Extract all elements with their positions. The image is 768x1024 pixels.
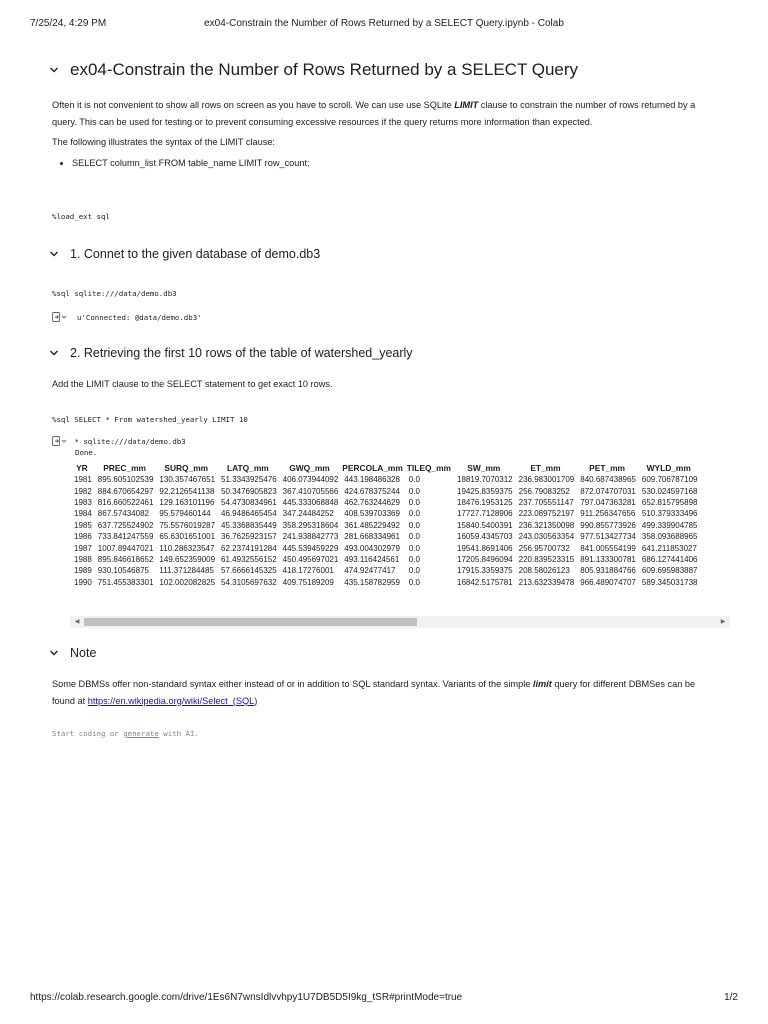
print-footer xyxy=(30,992,738,1008)
table-cell: 62.2374191284 xyxy=(221,543,277,553)
table-cell: 1982 xyxy=(74,486,92,496)
table-cell: 1983 xyxy=(74,497,92,507)
table-cell: 19541.8691406 xyxy=(457,543,513,553)
table-cell: 102.002082825 xyxy=(159,577,216,587)
table-cell: 409.75189209 xyxy=(282,577,334,587)
print-url: https://colab.research.google.com/drive/1Es6N7wnsIdlvvhpy1U7DB5D5I9kg_tSR#printMode=true xyxy=(30,992,463,1003)
table-cell: 1990 xyxy=(74,577,92,587)
table-cell: 1984 xyxy=(74,509,92,519)
table-cell: 0.0 xyxy=(408,497,420,507)
limit-keyword: limit xyxy=(532,679,552,689)
table-cell: 1986 xyxy=(74,532,92,542)
page-number: 1/2 xyxy=(724,992,738,1003)
table-cell: 0.0 xyxy=(408,486,420,496)
syntax-item: • SELECT column_list FROM table_name LIMIT row_count; xyxy=(72,155,712,172)
table-cell: 54.4730834961 xyxy=(221,497,277,507)
table-cell: 1989 xyxy=(74,566,92,576)
table-cell: 493.004302979 xyxy=(344,543,400,553)
table-cell: 895.605102539 xyxy=(97,475,154,485)
wikipedia-link[interactable]: https://en.wikipedia.org/wiki/Select_(SQL) xyxy=(87,695,258,706)
table-cell: 733.841247559 xyxy=(97,532,154,542)
table-cell: 208.58026123 xyxy=(518,566,570,576)
section-heading-main xyxy=(48,60,578,80)
table-cell: 51.3343925476 xyxy=(221,475,277,485)
table-body xyxy=(70,474,700,588)
table-header-row xyxy=(70,461,700,474)
section-heading-retrieve xyxy=(48,346,413,360)
table-cell: 236.983001709 xyxy=(518,475,575,485)
intro-markdown xyxy=(52,97,712,171)
table-cell: 129.163101196 xyxy=(159,497,215,507)
table-cell: 474.92477417 xyxy=(344,566,396,576)
table-cell: 17727.7128906 xyxy=(457,509,513,519)
table-cell: 652.815795898 xyxy=(641,497,698,507)
table-cell: 75.5576019287 xyxy=(159,520,216,530)
connect-output: u'Connected: @data/demo.db3' xyxy=(77,313,202,322)
table-cell: 424.678375244 xyxy=(344,486,400,496)
empty-code-cell[interactable]: Start coding or generate with AI. xyxy=(52,729,199,738)
table-cell: 1985 xyxy=(74,520,92,530)
table-row xyxy=(70,485,700,496)
table-cell: 16842.5175781 xyxy=(457,577,513,587)
scrollbar-thumb[interactable] xyxy=(84,618,417,626)
column-header: YR xyxy=(76,462,88,473)
table-cell: 1988 xyxy=(74,554,92,564)
note-markdown xyxy=(52,676,712,709)
table-cell: 45.3368835449 xyxy=(221,520,277,530)
table-cell: 0.0 xyxy=(408,543,420,553)
table-cell: 54.3105697632 xyxy=(221,577,277,587)
table-cell: 0.0 xyxy=(408,520,420,530)
column-header: PET_mm xyxy=(589,462,625,473)
code-cell-select[interactable]: %sql SELECT * From watershed_yearly LIMIT 10 xyxy=(52,415,248,424)
table-cell: 213.632339478 xyxy=(518,577,575,587)
column-header: PERCOLA_mm xyxy=(342,462,403,473)
column-header: TILEQ_mm xyxy=(406,462,452,473)
table-cell: 256.95700732 xyxy=(518,543,570,553)
section-heading-note xyxy=(48,646,96,660)
table-cell: 0.0 xyxy=(408,566,420,576)
table-cell: 220.839523315 xyxy=(518,554,575,564)
table-cell: 445.333068848 xyxy=(282,497,339,507)
table-cell: 18819.7070312 xyxy=(457,475,513,485)
generate-link[interactable]: generate xyxy=(123,729,159,738)
table-cell: 637.725524902 xyxy=(97,520,154,530)
table-cell: 884.670654297 xyxy=(97,486,154,496)
table-cell: 367.410705566 xyxy=(282,486,339,496)
table-cell: 50.3476905823 xyxy=(221,486,277,496)
table-cell: 841.005554199 xyxy=(580,543,636,553)
column-header: LATQ_mm xyxy=(226,462,269,473)
retrieve-markdown xyxy=(52,376,712,393)
table-row xyxy=(70,474,700,485)
column-header: WYLD_mm xyxy=(646,462,691,473)
select-output-done: Done. xyxy=(75,448,98,457)
table-row xyxy=(70,577,700,588)
table-cell: 57.6666145325 xyxy=(221,566,277,576)
chevron-down-icon[interactable] xyxy=(48,647,60,659)
table-cell: 589.345031738 xyxy=(641,577,698,587)
table-cell: 840.687438965 xyxy=(580,475,636,485)
table-cell: 111.371284485 xyxy=(159,566,214,576)
table-row xyxy=(70,520,700,531)
syntax-list xyxy=(52,155,712,172)
table-cell: 911.256347656 xyxy=(580,509,636,519)
table-cell: 930.10546875 xyxy=(97,566,149,576)
table-cell: 1987 xyxy=(74,543,92,553)
table-cell: 872.074707031 xyxy=(580,486,636,496)
table-cell: 358.295318604 xyxy=(282,520,339,530)
table-cell: 256.79083252 xyxy=(518,486,570,496)
table-cell: 46.9486465454 xyxy=(221,509,277,519)
table-cell: 0.0 xyxy=(408,532,420,542)
column-header: ET_mm xyxy=(530,462,561,473)
select-output-connection: * sqlite:///data/demo.db3 xyxy=(70,437,186,446)
chevron-down-icon[interactable] xyxy=(48,64,60,76)
table-cell: 18476.1953125 xyxy=(457,497,513,507)
notebook-title: ex04-Constrain the Number of Rows Returned by a SELECT Query xyxy=(70,60,579,79)
column-header: GWQ_mm xyxy=(289,462,330,473)
print-header xyxy=(30,18,738,34)
table-cell: 418.17276001 xyxy=(282,566,334,576)
table-cell: 223.089752197 xyxy=(518,509,575,519)
table-cell: 445.539459229 xyxy=(282,543,339,553)
table-cell: 92.2126541138 xyxy=(159,486,215,496)
table-cell: 406.073944092 xyxy=(282,475,339,485)
table-cell: 435.158782959 xyxy=(344,577,400,587)
table-cell: 149.652359009 xyxy=(159,554,216,564)
print-date: 7/25/24, 4:29 PM xyxy=(30,18,107,29)
scroll-right-icon[interactable]: ▶ xyxy=(720,619,726,625)
table-cell: 0.0 xyxy=(408,475,420,485)
table-cell: 493.116424561 xyxy=(344,554,400,564)
table-cell: 236.321350098 xyxy=(518,520,575,530)
table-cell: 462.763244629 xyxy=(344,497,400,507)
code-cell-connect[interactable]: %sql sqlite:///data/demo.db3 xyxy=(52,289,177,298)
intro-paragraph: Often it is not convenient to show all rows on screen as you have to scroll. We can use use SQLite LIMIT clause to constrain the number of rows returned by a query. This can be used for testing or to prevent consuming excessive resources if the query returns more information than expected. xyxy=(52,100,696,127)
table-cell: 241.938842773 xyxy=(282,532,339,542)
table-cell: 609.706787109 xyxy=(641,475,698,485)
table-row xyxy=(70,565,700,576)
table-cell: 895.846618652 xyxy=(97,554,154,564)
table-cell: 110.286323547 xyxy=(159,543,215,553)
table-cell: 15840.5400391 xyxy=(457,520,513,530)
results-table xyxy=(70,461,700,588)
table-cell: 990.855773926 xyxy=(580,520,636,530)
table-cell: 609.695983887 xyxy=(641,566,698,576)
table-row xyxy=(70,542,700,553)
table-cell: 0.0 xyxy=(408,554,420,564)
table-row xyxy=(70,531,700,542)
table-cell: 19425.8359375 xyxy=(457,486,513,496)
table-cell: 686.127441406 xyxy=(641,554,698,564)
output-arrow-icon[interactable] xyxy=(52,312,68,322)
table-cell: 0.0 xyxy=(408,577,420,587)
chevron-down-icon[interactable] xyxy=(48,347,60,359)
table-cell: 95.579460144 xyxy=(159,509,211,519)
chevron-down-icon[interactable] xyxy=(48,248,60,260)
table-row xyxy=(70,497,700,508)
table-cell: 443.198486328 xyxy=(344,475,400,485)
table-cell: 36.7625923157 xyxy=(221,532,277,542)
table-cell: 966.489074707 xyxy=(580,577,636,587)
table-cell: 977.513427734 xyxy=(580,532,636,542)
table-cell: 641.211853027 xyxy=(641,543,697,553)
results-table-container[interactable] xyxy=(70,458,732,613)
table-row xyxy=(70,508,700,519)
syntax-intro: The following illustrates the syntax of the LIMIT clause: xyxy=(52,137,275,147)
table-cell: 797.047363281 xyxy=(580,497,636,507)
table-cell: 243.030563354 xyxy=(518,532,575,542)
table-cell: 0.0 xyxy=(408,509,420,519)
section-title: Note xyxy=(70,646,97,660)
table-cell: 17915.3359375 xyxy=(457,566,513,576)
table-row xyxy=(70,554,700,565)
table-cell: 530.024597168 xyxy=(641,486,698,496)
retrieve-instruction: Add the LIMIT clause to the SELECT statement to get exact 10 rows. xyxy=(52,379,333,389)
table-cell: 816.660522461 xyxy=(97,497,154,507)
section-title: 1. Connet to the given database of demo.db3 xyxy=(70,247,321,261)
table-cell: 61.4932556152 xyxy=(221,554,277,564)
table-cell: 450.495697021 xyxy=(282,554,339,564)
table-cell: 867.57434082 xyxy=(97,509,149,519)
table-cell: 65.6301651001 xyxy=(159,532,216,542)
table-cell: 347.24484252 xyxy=(282,509,334,519)
table-cell: 408.539703369 xyxy=(344,509,400,519)
note-paragraph: Some DBMSs offer non-standard syntax either instead of or in addition to SQL standard syntax. Variants of the simple limit query for different DBMSes can be found at https://en.wikipedia.org/wiki/Select_(SQL) xyxy=(52,679,696,706)
table-cell: 891.133300781 xyxy=(580,554,636,564)
limit-keyword: LIMIT xyxy=(454,100,479,110)
horizontal-scrollbar[interactable] xyxy=(70,616,730,628)
column-header: SW_mm xyxy=(467,462,501,473)
table-cell: 16059.4345703 xyxy=(457,532,513,542)
column-header: SURQ_mm xyxy=(164,462,209,473)
table-cell: 130.357467651 xyxy=(159,475,216,485)
table-cell: 358.093688965 xyxy=(641,532,698,542)
table-cell: 805.931884766 xyxy=(580,566,636,576)
table-cell: 1007.89447021 xyxy=(97,543,154,553)
table-cell: 281.668334961 xyxy=(344,532,400,542)
table-cell: 751.455383301 xyxy=(97,577,154,587)
code-cell-load-ext[interactable]: %load_ext sql xyxy=(52,212,110,221)
table-cell: 510.379333496 xyxy=(641,509,698,519)
table-cell: 237.705551147 xyxy=(518,497,574,507)
table-cell: 361.485229492 xyxy=(344,520,400,530)
table-cell: 499.339904785 xyxy=(641,520,698,530)
print-document-title: ex04-Constrain the Number of Rows Returned by a SELECT Query.ipynb - Colab xyxy=(204,18,564,29)
scroll-left-icon[interactable]: ◀ xyxy=(74,619,80,625)
table-cell: 1981 xyxy=(74,475,92,485)
output-arrow-icon[interactable] xyxy=(52,436,68,446)
section-heading-connect xyxy=(48,247,320,261)
table-cell: 17205.8496094 xyxy=(457,554,513,564)
section-title: 2. Retrieving the first 10 rows of the table of watershed_yearly xyxy=(70,346,413,360)
column-header: PREC_mm xyxy=(103,462,147,473)
